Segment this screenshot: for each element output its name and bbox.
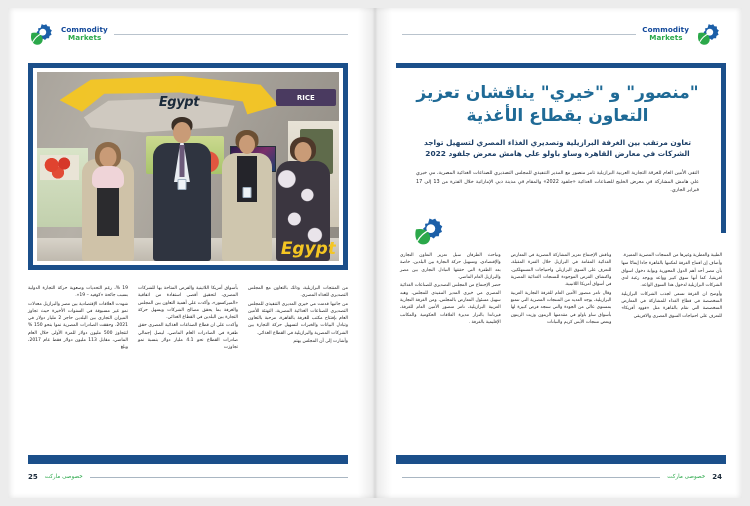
footer-left (28, 470, 348, 484)
person-2-tie (179, 145, 184, 177)
photo-egypt-sign: Egypt (158, 94, 200, 110)
brand-line-2: Markets (649, 33, 683, 42)
photo-corner-egypt-sign: Egypt (280, 239, 336, 260)
left-page-bottom-band (28, 455, 348, 464)
masthead-rule (402, 34, 636, 35)
paragraph: من المنتجات البرازيلية، وذلك بالتعاون مع المجلس التصديري للغذاء المصري. (248, 286, 348, 299)
footer-brand-right: خصوصی مارکت (667, 474, 706, 480)
gear-leaf-emblem-icon (412, 217, 446, 247)
masthead-right (402, 22, 722, 46)
paragraph: الطبية والعطرية وغيرها من المنتجات المصرية المميزة. (622, 253, 723, 258)
gear-leaf-logo-icon (695, 23, 722, 46)
person-3-face (239, 135, 255, 154)
brand-wordmark (61, 26, 108, 41)
person-1-face (99, 147, 116, 167)
paragraph: بأسواق أمريكا اللاتينية والفرص المتاحة بها للشركات المصري، لتحقيق أقصى استفادة من اتفاقية «الميركسور»، وأكدت علي أهمية التعاون بين المجلس والغرفة بما يحقق مصالح الشركات ويسهل حركة التجارة بين البلدين في القطاع الغذائي. (138, 286, 238, 321)
left-column-2 (138, 285, 238, 435)
article-photo (28, 63, 348, 270)
paragraph: وناقش الإجتماع تعزيز المشاركة المصرية في المعارض الغذائية المقامة في البرازيل خلال الفترة المقبلة، للتعرف على السوق البرازيلي واحتياجات المستهلكين، واكتشاف الفرص الموجودة للمنتجات الغذائية المصرية في أسواق أمريكا اللاتينية. (510, 253, 612, 288)
right-column-2 (511, 252, 612, 448)
masthead-left (28, 22, 348, 46)
paragraph: وتباحث الطرفان سبل تعزيز التعاون التجاري والإقتصادي، وتسهيل حركة التجارة بين البلدين، خاصة بعد الطفرة التي حققها التبادل التجاري بين مصر والبرازيل العام الماضي. (400, 253, 501, 280)
person-2-face (173, 122, 191, 143)
paragraph: حضر الإجتماع من المجلس التصديري للصناعات الغذائية المصري مي خيري المدير التنفيذي للمجلس، وهبه سهيل مسئول المعارض بالمجلس، ومن الغرفة التجارية العربية البرازيلية، تامر منصور الأمين العام للغرفة، فيرناندا بالتزار مديرة العلاقات الحكومية والمكاتب الإقليمية بالغرفة . (400, 283, 501, 325)
right-column-1 (400, 252, 501, 448)
right-page-bottom-band (396, 455, 726, 464)
left-column-1 (28, 285, 128, 435)
footer-right (402, 470, 722, 484)
gear-leaf-logo-icon (28, 23, 55, 46)
person-4-face (294, 142, 311, 162)
paragraph: وأوضح ان الغرفة تسعى لجذب الشركات البرازيلية المتخصصة في قطاع الغذاء للمشاركة في المعارض المتخصصة التي تقام بالقاهرة مثل «فوود أفريكا» للتعرف علي احتياجات السوق المصري والافريقي (621, 291, 723, 319)
subheadline: تعاون مرتقب بين الغرفة البرازيلية وتصديري الغذاء المصري لتسهيل تواجد الشركات في معارض القاهرة وساو باولو علي هامش معرض جلفود 2022 (423, 137, 692, 158)
brand-wordmark (642, 26, 689, 41)
photo-person-2 (146, 117, 218, 261)
left-column-3 (248, 285, 348, 435)
footer-rule-left (90, 477, 348, 478)
brand-line-2: Markets (68, 33, 102, 42)
paragraph: وأضاف إن افتتاح الغرفة لمكتبها بالقاهرة جاءا إيمانًا منها بأن مصر أحد أهم الدول المحورية وبوابة دخول اسواق افريقيا، كما أنها سوق كبير وواعد ويوجد رغبة لدي الشركات البرازيلية لدخول هذا السوق الواعد. (621, 261, 723, 289)
photo-image (37, 72, 339, 261)
right-page-columns (400, 252, 722, 448)
paragraph: شهدت العلاقات الإقتصادية بين مصر والبرازيل معدلات نمو غير مسبوقة في السنوات الأخيرة حيث تجاوز الميزان التجاري بين البلدين حاجز 2 مليار دولار في 2021، وحققت الصادرات المصرية نموا بنحو 150 % لتتجاوز 500 مليون دولار للمرة الأولى خلال العام الماضي، مقابل 113 مليون دولار فقط عام 2017، وبلغ (28, 301, 129, 351)
paragraph: من جانبها قدمت مي خيري المديري التنفيذي للمجلس التصديري للصناعات الغذائية المصرية، التهنئة للأمين العام بإفتتاح مكتب للغرفة بالقاهرة، مرحبة بالتعاون وتبادل البيانات والخبرات لتسهيل حركة التجارة بين الشركات المصرية والبرازيلية في القطاع الغذائي. (248, 301, 348, 336)
person-2-badge (177, 179, 186, 190)
brand-line-1: Commodity (61, 25, 108, 35)
page-number-left: 25 (28, 473, 38, 481)
masthead-rule (114, 34, 348, 35)
headline-block (396, 63, 726, 233)
paragraph: وأكدت علي ان قطاع الصناعات الغذائية المصري حقق طفرة في الصادرات العام الماضي، ليصل إجمالي صادرات القطاع نحو 4.1 مليار دولار بنسبة نمو تجاوزت (138, 323, 239, 351)
page-number-right: 24 (712, 473, 722, 481)
paragraph: وأشارت إلى أن المجلس يهتم (293, 338, 348, 344)
lead-paragraph: التقى الأمين العام للغرفة التجارية العربية البرازيلية تامر منصور مع المدير التنفيذي للمجلس التصديري للصناعات الغذائية المصرية، مي خيري علي هامش المشاركة في معرض الخليج للصناعات الغذائية «جلفود 2022» والمقام في مدينة دبي الإماراتية خلال الفترة من 13 إلى 17 فبراير الجاري. (416, 170, 699, 193)
paragraph: 19 %، رغم التحديات وصعوبة حركة التجارة الدولية بسبب جائحة «كوفيد – 19». (28, 286, 128, 299)
footer-brand-left: خصوصی مارکت (44, 474, 83, 480)
person-1-top (97, 184, 119, 236)
person-1-scarf (92, 166, 124, 188)
photo-rice-sign: RICE (276, 89, 336, 106)
footer-rule-right (402, 477, 660, 478)
page-title: "منصور" و "خيري" يناقشان تعزيز التعاون بقطاع الأغذية (416, 83, 699, 126)
left-page-columns (28, 285, 348, 435)
brand-line-1: Commodity (642, 25, 689, 35)
paragraph: وقال تامر منصور الأمين العام للغرفة التجارية العربية البرازيلية، يوجد العديد من المنتجات المصرية التي تتمتع بمستوي عالي من الجودة والتي ستجد فرص كبيرة لها بأسواق ساو باولو في مقدمتها الزيتون وزيت الزيتون وبعض منتجات الأيس كريم والنباتات (510, 290, 612, 325)
photo-person-1 (73, 140, 142, 261)
right-column-3 (621, 252, 722, 448)
person-3-badge (242, 187, 251, 198)
